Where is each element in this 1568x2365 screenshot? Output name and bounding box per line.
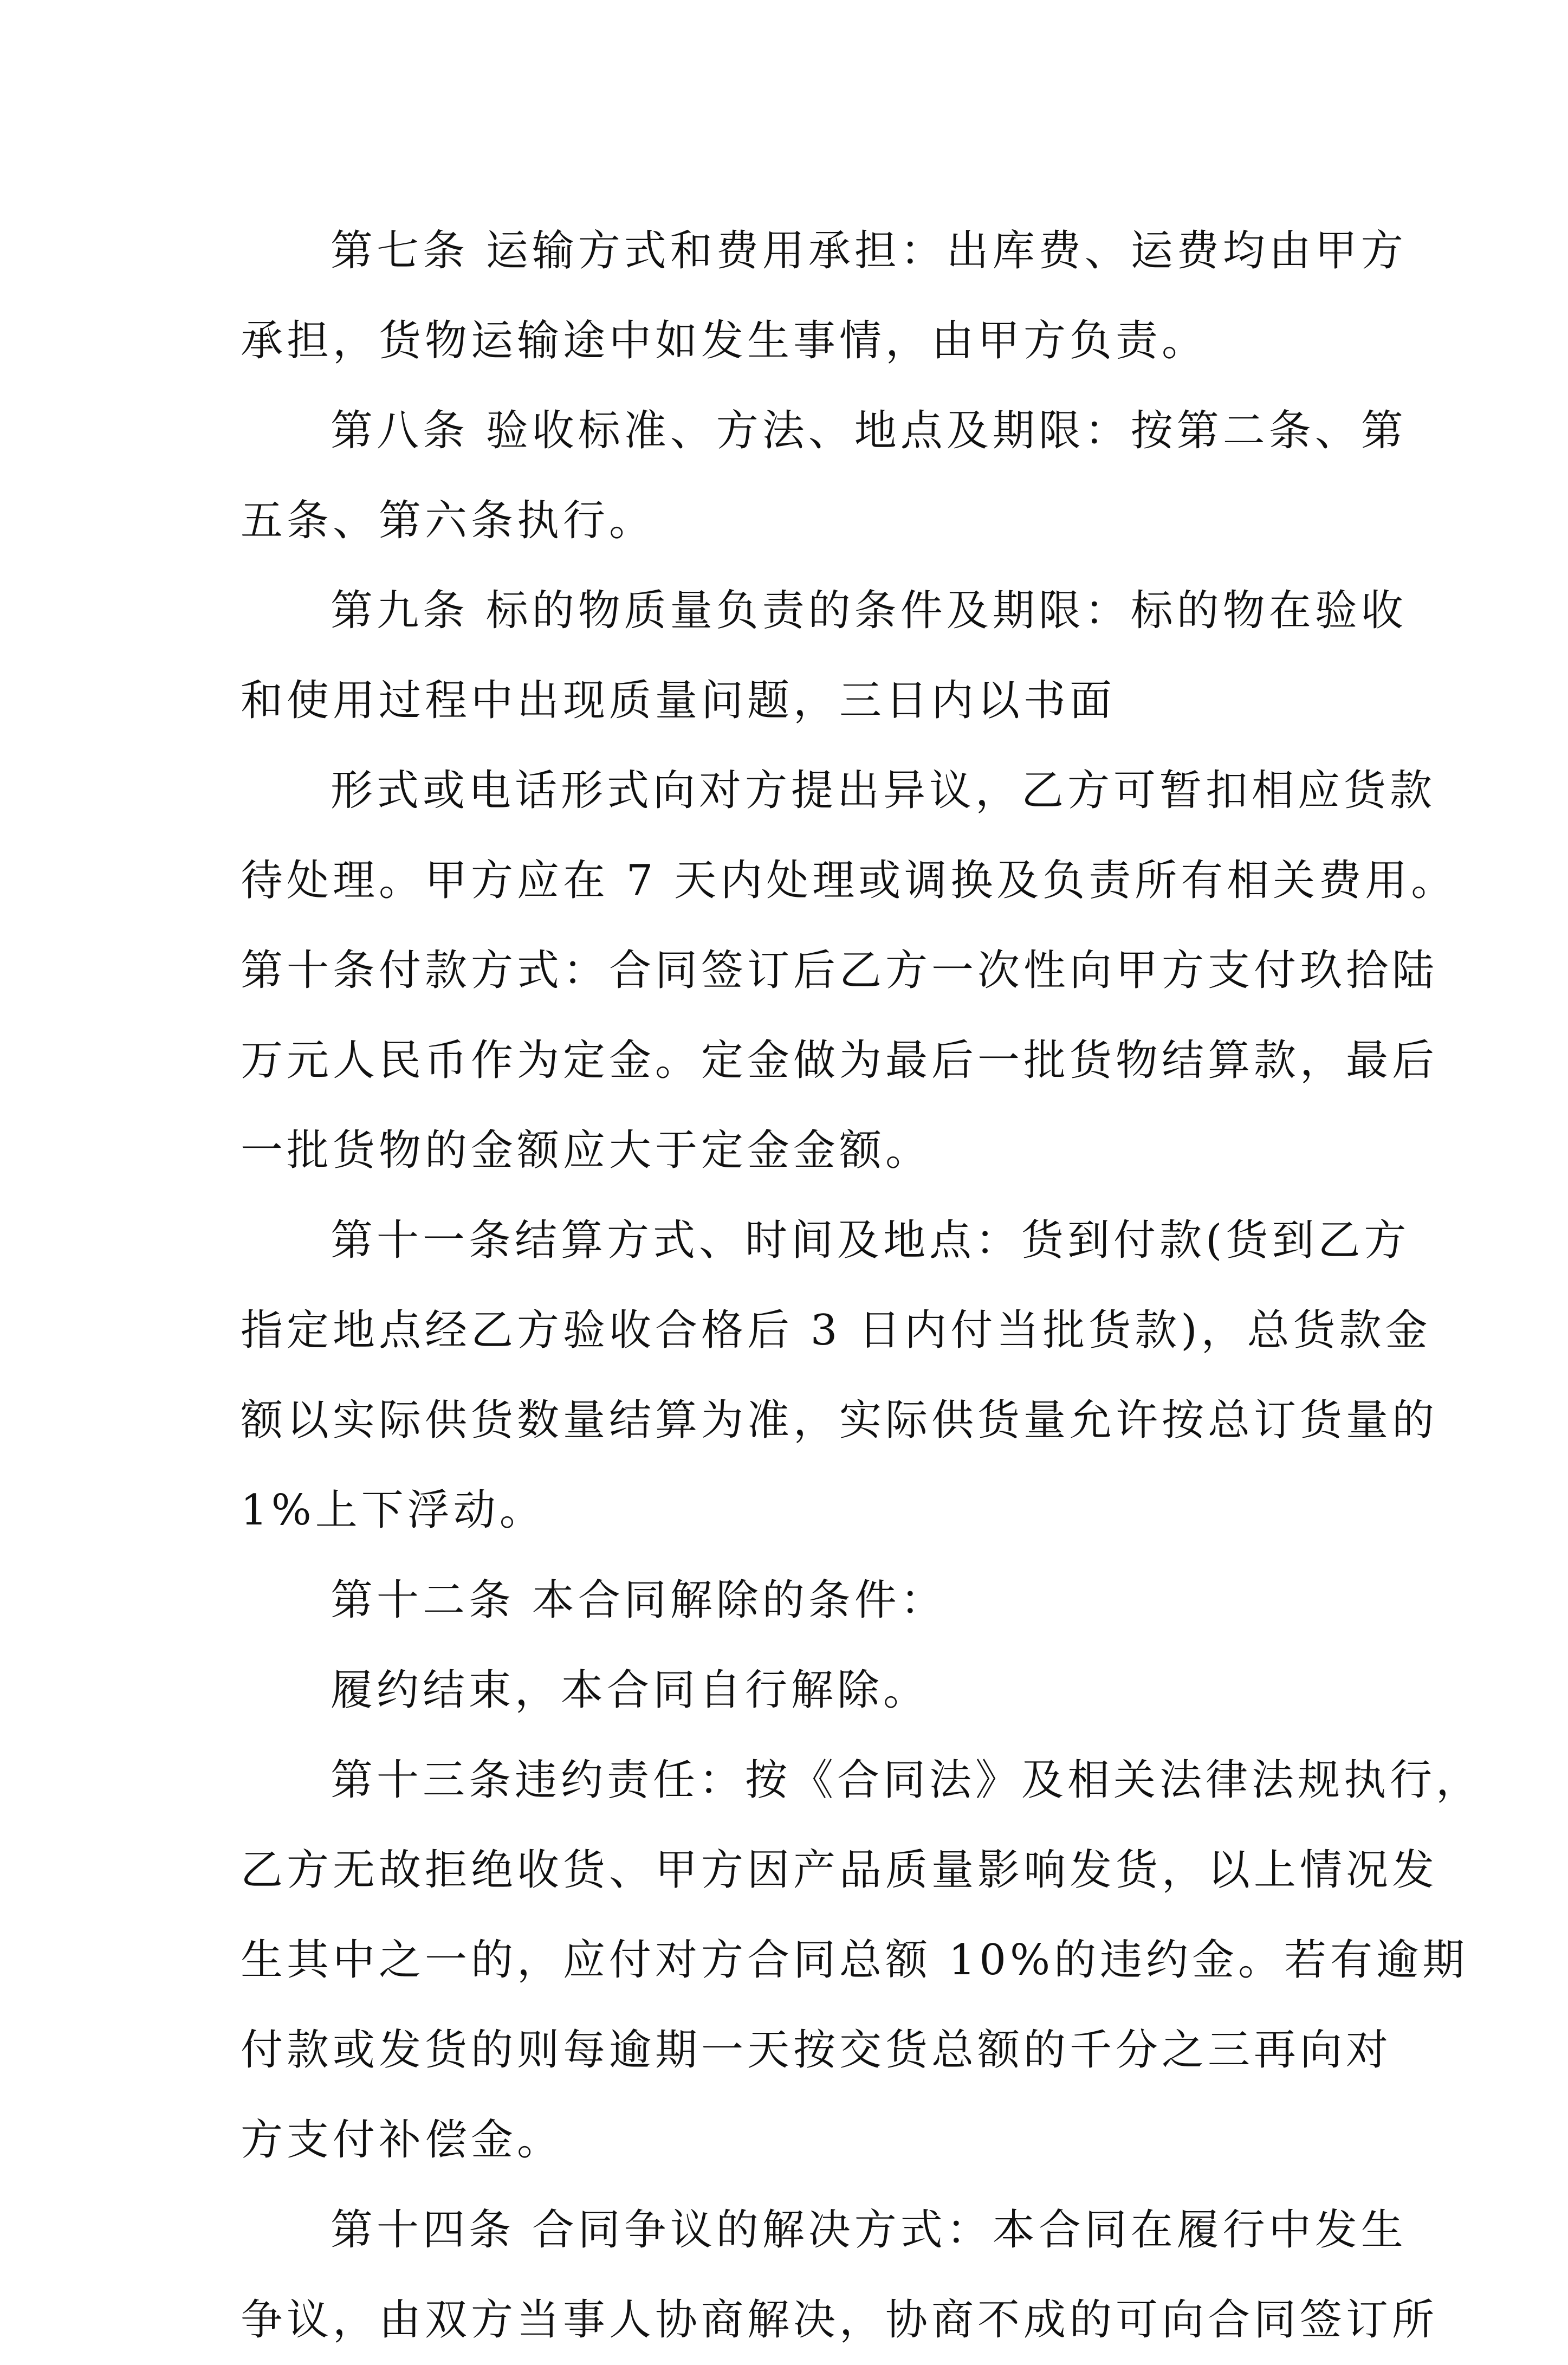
text-line: 和使用过程中出现质量问题，三日内以书面	[241, 676, 1116, 725]
text-line: 1%上下浮动。	[241, 1486, 546, 1535]
text-line: 形式或电话形式向对方提出异议，乙方可暂扣相应货款	[331, 766, 1436, 815]
text-line: 承担，货物运输途中如发生事情，由甲方负责。	[241, 316, 1208, 365]
contract-text	[241, 206, 1482, 2365]
text-line: 争议，由双方当事人协商解决，协商不成的可向合同签订所	[241, 2296, 1439, 2344]
text-line: 第十一条结算方式、时间及地点：货到付款(货到乙方	[331, 1216, 1410, 1265]
text-line: 待处理。甲方应在 7 天内处理或调换及负责所有相关费用。	[241, 856, 1457, 905]
text-line: 指定地点经乙方验收合格后 3 日内付当批货款)，总货款金	[241, 1306, 1431, 1355]
text-line: 第十条付款方式：合同签订后乙方一次性向甲方支付玖拾陆	[241, 946, 1439, 995]
text-line: 第十三条违约责任：按《合同法》及相关法律法规执行，	[331, 1756, 1482, 1805]
text-line: 第十二条 本合同解除的条件：	[331, 1576, 947, 1625]
text-line: 生其中之一的，应付对方合同总额 10%的违约金。若有逾期	[241, 1936, 1469, 1985]
text-line: 付款或发货的则每逾期一天按交货总额的千分之三再向对	[241, 2026, 1392, 2075]
text-line: 第七条 运输方式和费用承担：出库费、运费均由甲方	[331, 227, 1407, 275]
text-line: 万元人民币作为定金。定金做为最后一批货物结算款，最后	[241, 1036, 1439, 1085]
text-line: 五条、第六条执行。	[241, 496, 656, 545]
text-line: 履约结束，本合同自行解除。	[331, 1666, 930, 1715]
text-line: 一批货物的金额应大于定金金额。	[241, 1126, 932, 1175]
text-line: 额以实际供货数量结算为准，实际供货量允许按总订货量的	[241, 1396, 1439, 1445]
text-line: 方支付补偿金。	[241, 2116, 563, 2164]
text-line: 乙方无故拒绝收货、甲方因产品质量影响发货，以上情况发	[241, 1846, 1439, 1895]
text-line: 第八条 验收标准、方法、地点及期限：按第二条、第	[331, 406, 1407, 455]
text-line: 第十四条 合同争议的解决方式：本合同在履行中发生	[331, 2206, 1407, 2254]
text-line: 第九条 标的物质量负责的条件及期限：标的物在验收	[331, 586, 1407, 635]
